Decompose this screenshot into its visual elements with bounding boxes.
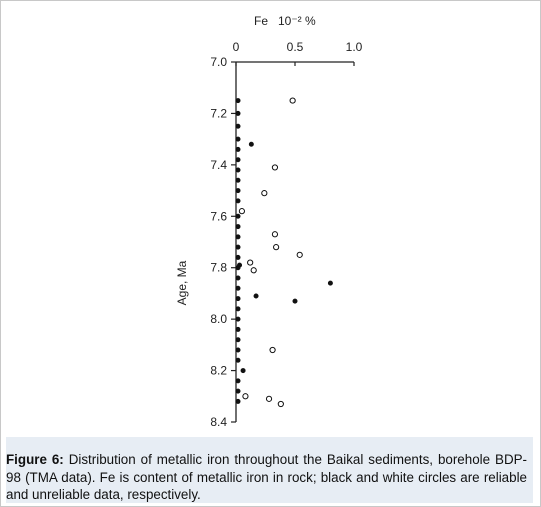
- data-point-filled: [236, 137, 240, 141]
- data-point-filled: [237, 263, 241, 267]
- data-point-filled: [254, 294, 258, 298]
- x-tick-label: 0.5: [286, 40, 304, 54]
- data-point-filled: [236, 158, 240, 162]
- data-point-filled: [236, 296, 240, 300]
- data-point-filled: [236, 389, 240, 393]
- data-point-open: [272, 232, 277, 237]
- figure-caption: [6, 451, 527, 504]
- data-point-filled: [236, 188, 240, 192]
- data-point-filled: [236, 111, 240, 115]
- data-point-filled: [236, 178, 240, 182]
- data-point-filled: [236, 327, 240, 331]
- data-point-filled: [249, 142, 253, 146]
- y-tick-label: 7.0: [210, 55, 227, 69]
- y-tick-label: 7.4: [210, 157, 227, 172]
- data-point-filled: [236, 199, 240, 203]
- data-point-open: [290, 98, 295, 103]
- chart-axes: [236, 62, 354, 422]
- data-point-filled: [236, 245, 240, 249]
- caption-text: Distribution of metallic iron throughout the Baikal sediments, borehole BDP-98 (TMA data). Fe is content of metallic iron in rock; black and white circles are reliable and unreliable data, respectively.: [6, 452, 527, 502]
- caption-label: Figure 6:: [6, 452, 64, 467]
- data-point-filled: [236, 98, 240, 102]
- data-point-filled: [236, 276, 240, 280]
- data-point-filled: [293, 299, 297, 303]
- chart-ticks: [210, 40, 362, 429]
- data-point-filled: [236, 235, 240, 239]
- data-point-filled: [236, 317, 240, 321]
- data-point-filled: [328, 281, 332, 285]
- y-tick-label: 7.8: [210, 260, 227, 275]
- data-point-filled: [236, 214, 240, 218]
- x-tick-label: 0: [232, 40, 240, 54]
- y-tick-label: 7.6: [210, 209, 227, 224]
- data-point-filled: [236, 147, 240, 151]
- data-point-filled: [236, 348, 240, 352]
- y-tick-label: 8.2: [210, 363, 227, 378]
- x-axis-unit: 10⁻² %: [278, 14, 316, 28]
- x-axis-title: Fe: [254, 14, 269, 28]
- data-point-filled: [236, 379, 240, 383]
- data-point-open: [297, 252, 302, 257]
- data-point-open: [266, 396, 271, 401]
- data-point-open: [262, 191, 267, 196]
- y-tick-label: 7.2: [210, 106, 227, 121]
- data-point-filled: [236, 399, 240, 403]
- data-point-filled: [236, 124, 240, 128]
- data-point-filled: [236, 286, 240, 290]
- y-tick-label: 8.0: [210, 312, 227, 327]
- data-point-filled: [236, 338, 240, 342]
- data-point-filled: [236, 255, 240, 259]
- data-point-open: [248, 260, 253, 265]
- data-point-open: [239, 209, 244, 214]
- data-point-filled: [236, 307, 240, 311]
- data-point-open: [272, 165, 277, 170]
- data-point-filled: [236, 168, 240, 172]
- data-point-open: [251, 268, 256, 273]
- x-tick-label: 1.0: [345, 40, 363, 54]
- data-point-open: [243, 394, 248, 399]
- data-point-open: [278, 401, 283, 406]
- y-tick-label: 8.4: [210, 415, 227, 429]
- chart-marks: [236, 98, 333, 407]
- data-point-filled: [236, 358, 240, 362]
- y-axis-title: Age, Ma: [175, 260, 189, 306]
- data-point-filled: [241, 368, 245, 372]
- data-point-open: [274, 245, 279, 250]
- data-point-filled: [236, 224, 240, 228]
- data-point-open: [270, 347, 275, 352]
